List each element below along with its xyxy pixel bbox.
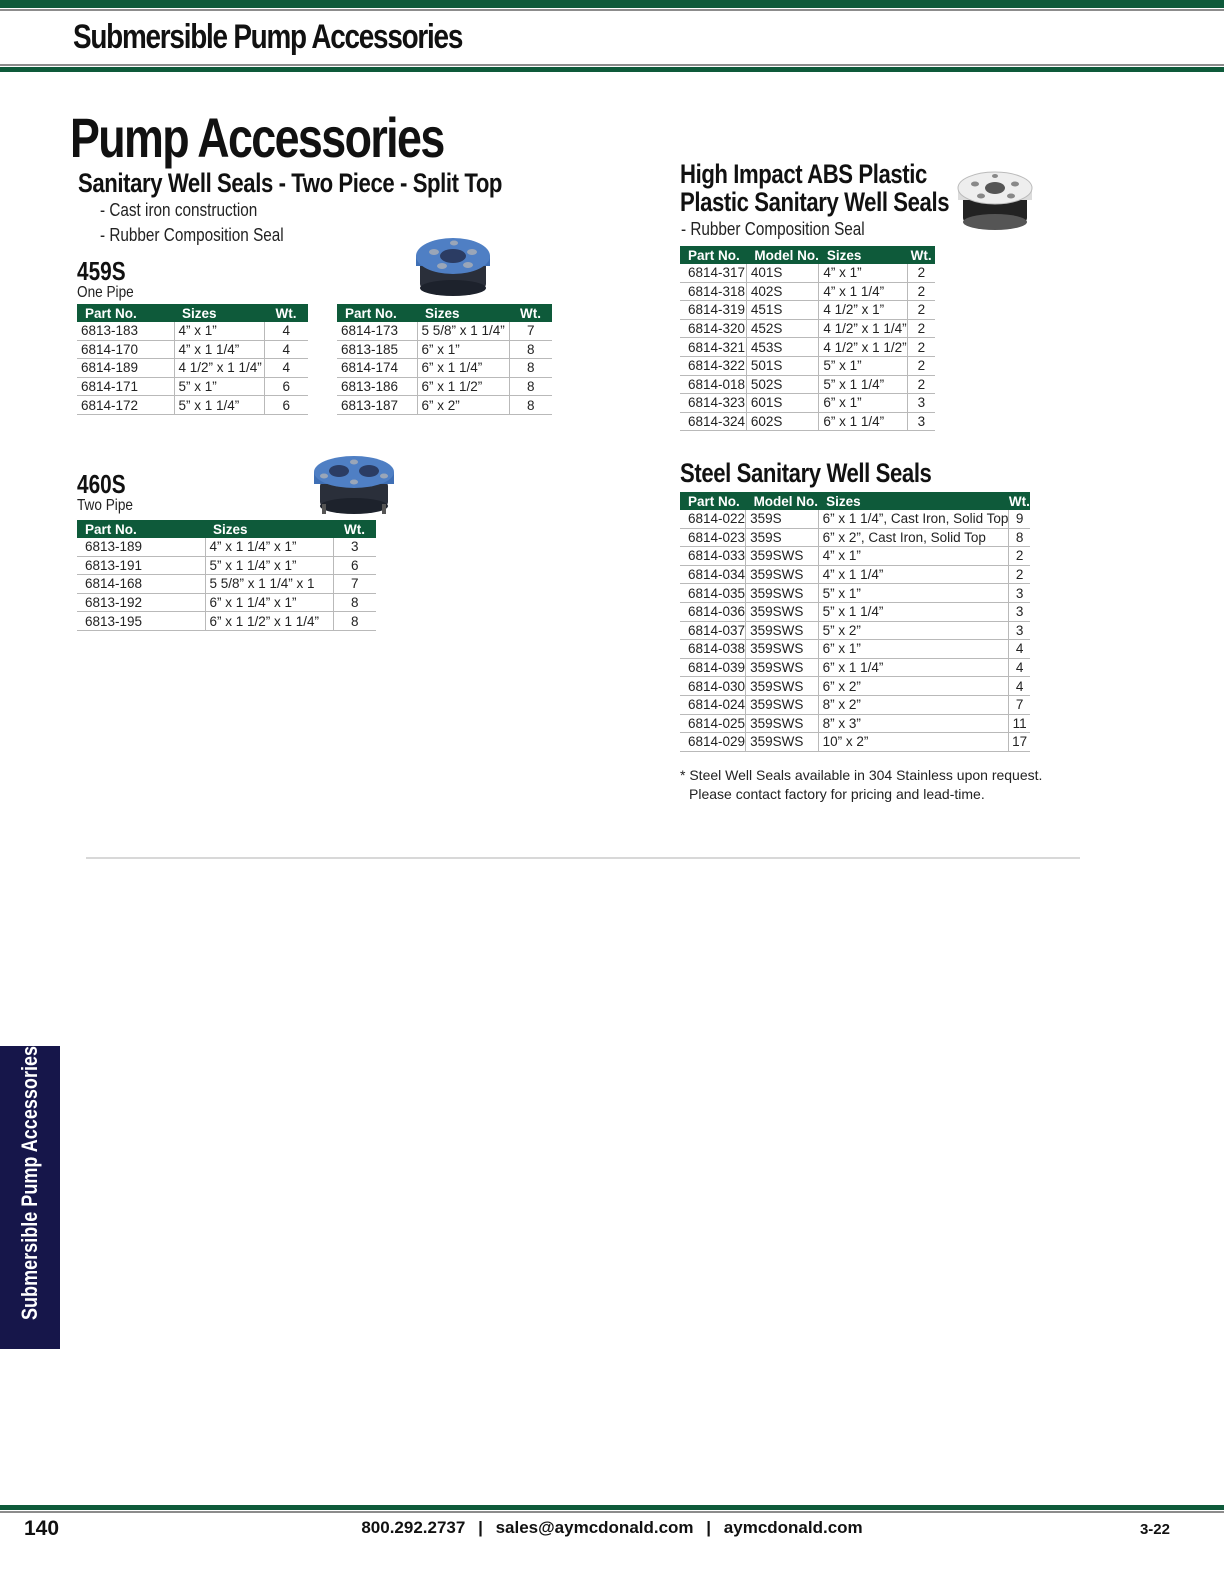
cell-size: 4” x 1 1/4” xyxy=(819,282,907,301)
cell-part-no: 6814-024 xyxy=(680,695,746,714)
cell-model-no: 453S xyxy=(746,338,819,357)
column-header-part-no: Part No. xyxy=(680,492,746,510)
cell-weight: 3 xyxy=(907,412,935,431)
cell-part-no: 6814-324 xyxy=(680,412,746,431)
well-seal-460s-image xyxy=(312,452,396,518)
cell-part-no: 6814-321 xyxy=(680,338,746,357)
header-bottom-bar xyxy=(0,67,1224,72)
cell-part-no: 6813-185 xyxy=(337,340,417,359)
cell-weight: 9 xyxy=(1009,510,1030,528)
cell-weight: 2 xyxy=(1009,565,1030,584)
cell-size: 5 5/8” x 1 1/4” xyxy=(417,322,509,340)
table-460s xyxy=(77,520,376,631)
footer-email-link[interactable]: sales@aymcdonald.com xyxy=(495,1518,694,1537)
cell-weight: 3 xyxy=(1009,602,1030,621)
cell-size: 5” x 1 1/4” xyxy=(818,602,1009,621)
table-row xyxy=(680,394,935,413)
footer-rule xyxy=(0,1511,1224,1513)
cell-model-no: 359SWS xyxy=(746,714,819,733)
model-459s-title: 459S xyxy=(77,256,126,286)
cell-size: 4” x 1” xyxy=(819,264,907,282)
table-row xyxy=(77,593,376,612)
page-number: 140 xyxy=(24,1517,60,1540)
model-459s-subtitle: One Pipe xyxy=(77,284,134,301)
cell-weight: 8 xyxy=(333,612,376,631)
table-row xyxy=(680,733,1030,752)
column-header-wt: Wt. xyxy=(907,246,935,264)
cell-size: 5” x 1” xyxy=(818,584,1009,603)
cell-part-no: 6814-322 xyxy=(680,356,746,375)
cell-weight: 6 xyxy=(333,556,376,575)
bullet-cast-iron: - Cast iron construction xyxy=(100,200,258,220)
cell-part-no: 6814-171 xyxy=(77,377,174,396)
cell-weight: 3 xyxy=(907,394,935,413)
cell-model-no: 359SWS xyxy=(746,565,819,584)
cell-size: 4” x 1” xyxy=(174,322,264,340)
column-header-sizes: Sizes xyxy=(819,246,907,264)
cell-size: 8” x 2” xyxy=(818,695,1009,714)
cell-weight: 2 xyxy=(907,264,935,282)
cell-part-no: 6814-033 xyxy=(680,547,746,566)
cell-size: 4 1/2” x 1” xyxy=(819,301,907,320)
cell-weight: 8 xyxy=(333,593,376,612)
table-459s-left xyxy=(77,304,308,415)
table-row xyxy=(77,556,376,575)
table-row xyxy=(680,602,1030,621)
stainless-note-line2: Please contact factory for pricing and lead-time. xyxy=(689,786,985,802)
table-row xyxy=(337,322,552,340)
cell-size: 6” x 1 1/2” x 1 1/4” xyxy=(205,612,333,631)
steel-section-title: Steel Sanitary Well Seals xyxy=(680,458,932,488)
cell-part-no: 6813-191 xyxy=(77,556,205,575)
header-top-rule xyxy=(0,9,1224,11)
table-row xyxy=(680,621,1030,640)
cell-weight: 4 xyxy=(1009,677,1030,696)
table-row xyxy=(680,510,1030,528)
cell-model-no: 402S xyxy=(746,282,819,301)
cell-weight: 4 xyxy=(264,322,308,340)
cell-part-no: 6814-039 xyxy=(680,658,746,677)
column-header-sizes: Sizes xyxy=(174,304,264,322)
revision-code: 3-22 xyxy=(1139,1521,1170,1538)
cell-part-no: 6814-030 xyxy=(680,677,746,696)
cell-part-no: 6813-186 xyxy=(337,377,417,396)
cell-weight: 6 xyxy=(264,377,308,396)
abs-section-title-line2: Plastic Sanitary Well Seals xyxy=(680,187,950,217)
cell-model-no: 359SWS xyxy=(746,621,819,640)
table-row xyxy=(680,565,1030,584)
cell-size: 4” x 1 1/4” xyxy=(174,340,264,359)
cell-weight: 2 xyxy=(907,319,935,338)
section-title: Submersible Pump Accessories xyxy=(73,18,463,56)
cell-size: 4 1/2” x 1 1/4” xyxy=(819,319,907,338)
table-row xyxy=(680,282,935,301)
column-header-part-no: Part No. xyxy=(77,520,205,538)
table-row xyxy=(337,396,552,415)
cell-model-no: 602S xyxy=(746,412,819,431)
cell-size: 5” x 1 1/4” xyxy=(174,396,264,415)
footer-bar xyxy=(0,1505,1224,1510)
cell-weight: 2 xyxy=(907,338,935,357)
column-header-wt: Wt. xyxy=(1008,493,1030,509)
cell-weight: 8 xyxy=(1009,528,1030,547)
cell-part-no: 6813-192 xyxy=(77,593,205,612)
table-row xyxy=(337,340,552,359)
model-460s-title: 460S xyxy=(77,469,126,499)
cell-weight: 3 xyxy=(1009,584,1030,603)
table-row xyxy=(680,528,1030,547)
cell-model-no: 359SWS xyxy=(746,733,819,752)
model-460s-subtitle: Two Pipe xyxy=(77,497,133,514)
table-steel-seals xyxy=(680,492,1030,752)
table-row xyxy=(680,301,935,320)
cell-part-no: 6814-168 xyxy=(77,575,205,594)
cell-weight: 17 xyxy=(1009,733,1030,752)
cell-part-no: 6814-172 xyxy=(77,396,174,415)
cell-size: 4 1/2” x 1 1/2” xyxy=(819,338,907,357)
cell-part-no: 6814-029 xyxy=(680,733,746,752)
sanitary-section-title: Sanitary Well Seals - Two Piece - Split Top xyxy=(78,168,503,198)
abs-bullet-rubber-seal: - Rubber Composition Seal xyxy=(681,219,865,239)
abs-section-title-line1: High Impact ABS Plastic xyxy=(680,159,927,189)
table-row xyxy=(77,575,376,594)
table-459s-right xyxy=(337,304,552,415)
table-row xyxy=(77,377,308,396)
column-header-sizes: Sizes xyxy=(818,492,1009,510)
column-header-part-no: Part No. xyxy=(337,304,417,322)
table-row xyxy=(680,412,935,431)
stainless-note-line1: * Steel Well Seals available in 304 Stainless upon request. xyxy=(680,767,1043,783)
cell-part-no: 6813-187 xyxy=(337,396,417,415)
bullet-rubber-seal: - Rubber Composition Seal xyxy=(100,225,284,245)
column-header-model-no: Model No. xyxy=(746,246,819,264)
table-row xyxy=(77,359,308,378)
cell-weight: 11 xyxy=(1009,714,1030,733)
cell-part-no: 6814-189 xyxy=(77,359,174,378)
table-abs-seals xyxy=(680,246,935,431)
table-row xyxy=(680,695,1030,714)
well-seal-459s-image xyxy=(412,232,494,298)
cell-size: 6” x 1 1/4” xyxy=(818,658,1009,677)
column-header-part-no: Part No. xyxy=(77,304,174,322)
table-row xyxy=(680,677,1030,696)
cell-part-no: 6814-320 xyxy=(680,319,746,338)
cell-size: 6” x 1 1/4” x 1” xyxy=(205,593,333,612)
column-header-wt: Wt. xyxy=(264,304,308,322)
cell-part-no: 6814-036 xyxy=(680,602,746,621)
cell-size: 4” x 1 1/4” x 1” xyxy=(205,538,333,556)
cell-model-no: 359SWS xyxy=(746,677,819,696)
cell-size: 6” x 1” xyxy=(818,640,1009,659)
cell-size: 10” x 2” xyxy=(818,733,1009,752)
cell-part-no: 6814-173 xyxy=(337,322,417,340)
cell-weight: 2 xyxy=(1009,547,1030,566)
table-row xyxy=(77,396,308,415)
column-header-sizes: Sizes xyxy=(417,304,509,322)
table-row xyxy=(680,375,935,394)
cell-model-no: 359S xyxy=(746,510,819,528)
cell-weight: 4 xyxy=(264,340,308,359)
cell-size: 6” x 1 1/4” xyxy=(417,359,509,378)
cell-model-no: 452S xyxy=(746,319,819,338)
table-row xyxy=(337,377,552,396)
column-header-wt: Wt. xyxy=(509,304,552,322)
cell-size: 6” x 1” xyxy=(819,394,907,413)
abs-well-seal-image xyxy=(955,168,1035,236)
cell-part-no: 6814-317 xyxy=(680,264,746,282)
cell-weight: 8 xyxy=(509,396,552,415)
cell-model-no: 359SWS xyxy=(746,695,819,714)
cell-model-no: 501S xyxy=(746,356,819,375)
cell-model-no: 359SWS xyxy=(746,547,819,566)
cell-part-no: 6813-189 xyxy=(77,538,205,556)
cell-weight: 7 xyxy=(333,575,376,594)
cell-weight: 4 xyxy=(1009,658,1030,677)
cell-size: 5” x 1 1/4” x 1” xyxy=(205,556,333,575)
table-row xyxy=(680,640,1030,659)
cell-weight: 4 xyxy=(1009,640,1030,659)
cell-size: 4” x 1” xyxy=(818,547,1009,566)
cell-part-no: 6814-174 xyxy=(337,359,417,378)
cell-model-no: 451S xyxy=(746,301,819,320)
cell-size: 5” x 1” xyxy=(819,356,907,375)
cell-model-no: 359SWS xyxy=(746,584,819,603)
cell-part-no: 6814-025 xyxy=(680,714,746,733)
cell-part-no: 6814-038 xyxy=(680,640,746,659)
footer-separator: | xyxy=(478,1518,483,1537)
table-row xyxy=(680,714,1030,733)
cell-size: 5” x 1 1/4” xyxy=(819,375,907,394)
column-header-sizes: Sizes xyxy=(205,520,333,538)
section-divider xyxy=(86,857,1080,859)
cell-model-no: 359S xyxy=(746,528,819,547)
cell-part-no: 6814-035 xyxy=(680,584,746,603)
table-row xyxy=(680,264,935,282)
cell-size: 4” x 1 1/4” xyxy=(818,565,1009,584)
table-row xyxy=(77,322,308,340)
footer-separator: | xyxy=(706,1518,712,1537)
table-row xyxy=(680,658,1030,677)
cell-model-no: 601S xyxy=(746,394,819,413)
cell-weight: 7 xyxy=(1009,695,1030,714)
table-row xyxy=(680,356,935,375)
table-row xyxy=(77,340,308,359)
table-row xyxy=(680,584,1030,603)
column-header-part-no: Part No. xyxy=(680,246,746,264)
cell-weight: 4 xyxy=(264,359,308,378)
table-row xyxy=(337,359,552,378)
cell-part-no: 6814-018 xyxy=(680,375,746,394)
cell-part-no: 6814-318 xyxy=(680,282,746,301)
cell-model-no: 359SWS xyxy=(746,602,819,621)
table-row xyxy=(77,612,376,631)
cell-part-no: 6814-323 xyxy=(680,394,746,413)
cell-part-no: 6814-170 xyxy=(77,340,174,359)
cell-size: 5” x 2” xyxy=(818,621,1009,640)
cell-weight: 2 xyxy=(907,282,935,301)
cell-weight: 2 xyxy=(907,375,935,394)
cell-size: 6” x 2” xyxy=(818,677,1009,696)
cell-model-no: 401S xyxy=(746,264,819,282)
cell-part-no: 6814-023 xyxy=(680,528,746,547)
table-row xyxy=(680,547,1030,566)
stainless-note xyxy=(680,766,1042,804)
cell-weight: 3 xyxy=(1009,621,1030,640)
cell-weight: 8 xyxy=(509,340,552,359)
cell-part-no: 6814-022 xyxy=(680,510,746,528)
cell-part-no: 6814-034 xyxy=(680,565,746,584)
cell-size: 8” x 3” xyxy=(818,714,1009,733)
cell-size: 6” x 1 1/4”, Cast Iron, Solid Top xyxy=(818,510,1009,528)
column-header-wt: Wt. xyxy=(333,520,376,538)
cell-weight: 8 xyxy=(509,359,552,378)
cell-size: 5” x 1” xyxy=(174,377,264,396)
table-row xyxy=(77,538,376,556)
cell-size: 6” x 2”, Cast Iron, Solid Top xyxy=(818,528,1009,547)
side-tab-label: Submersible Pump Accessories xyxy=(17,1045,42,1320)
cell-size: 5 5/8” x 1 1/4” x 1 xyxy=(205,575,333,594)
header-bottom-rule xyxy=(0,64,1224,66)
cell-weight: 2 xyxy=(907,301,935,320)
cell-size: 6” x 2” xyxy=(417,396,509,415)
cell-part-no: 6814-037 xyxy=(680,621,746,640)
footer-contact xyxy=(361,1518,862,1538)
cell-part-no: 6814-319 xyxy=(680,301,746,320)
cell-size: 6” x 1 1/4” xyxy=(819,412,907,431)
cell-model-no: 359SWS xyxy=(746,658,819,677)
cell-size: 6” x 1 1/2” xyxy=(417,377,509,396)
table-row xyxy=(680,319,935,338)
cell-weight: 8 xyxy=(509,377,552,396)
cell-model-no: 359SWS xyxy=(746,640,819,659)
cell-weight: 7 xyxy=(509,322,552,340)
cell-size: 6” x 1” xyxy=(417,340,509,359)
cell-model-no: 502S xyxy=(746,375,819,394)
cell-weight: 6 xyxy=(264,396,308,415)
footer-website-link[interactable]: aymcdonald.com xyxy=(723,1518,863,1537)
footer-phone: 800.292.2737 xyxy=(361,1518,466,1537)
cell-weight: 3 xyxy=(333,538,376,556)
column-header-model-no: Model No. xyxy=(746,492,819,510)
cell-weight: 2 xyxy=(907,356,935,375)
cell-part-no: 6813-195 xyxy=(77,612,205,631)
header-top-bar xyxy=(0,0,1224,8)
cell-size: 4 1/2” x 1 1/4” xyxy=(174,359,264,378)
table-row xyxy=(680,338,935,357)
cell-part-no: 6813-183 xyxy=(77,322,174,340)
page-title: Pump Accessories xyxy=(70,106,444,169)
